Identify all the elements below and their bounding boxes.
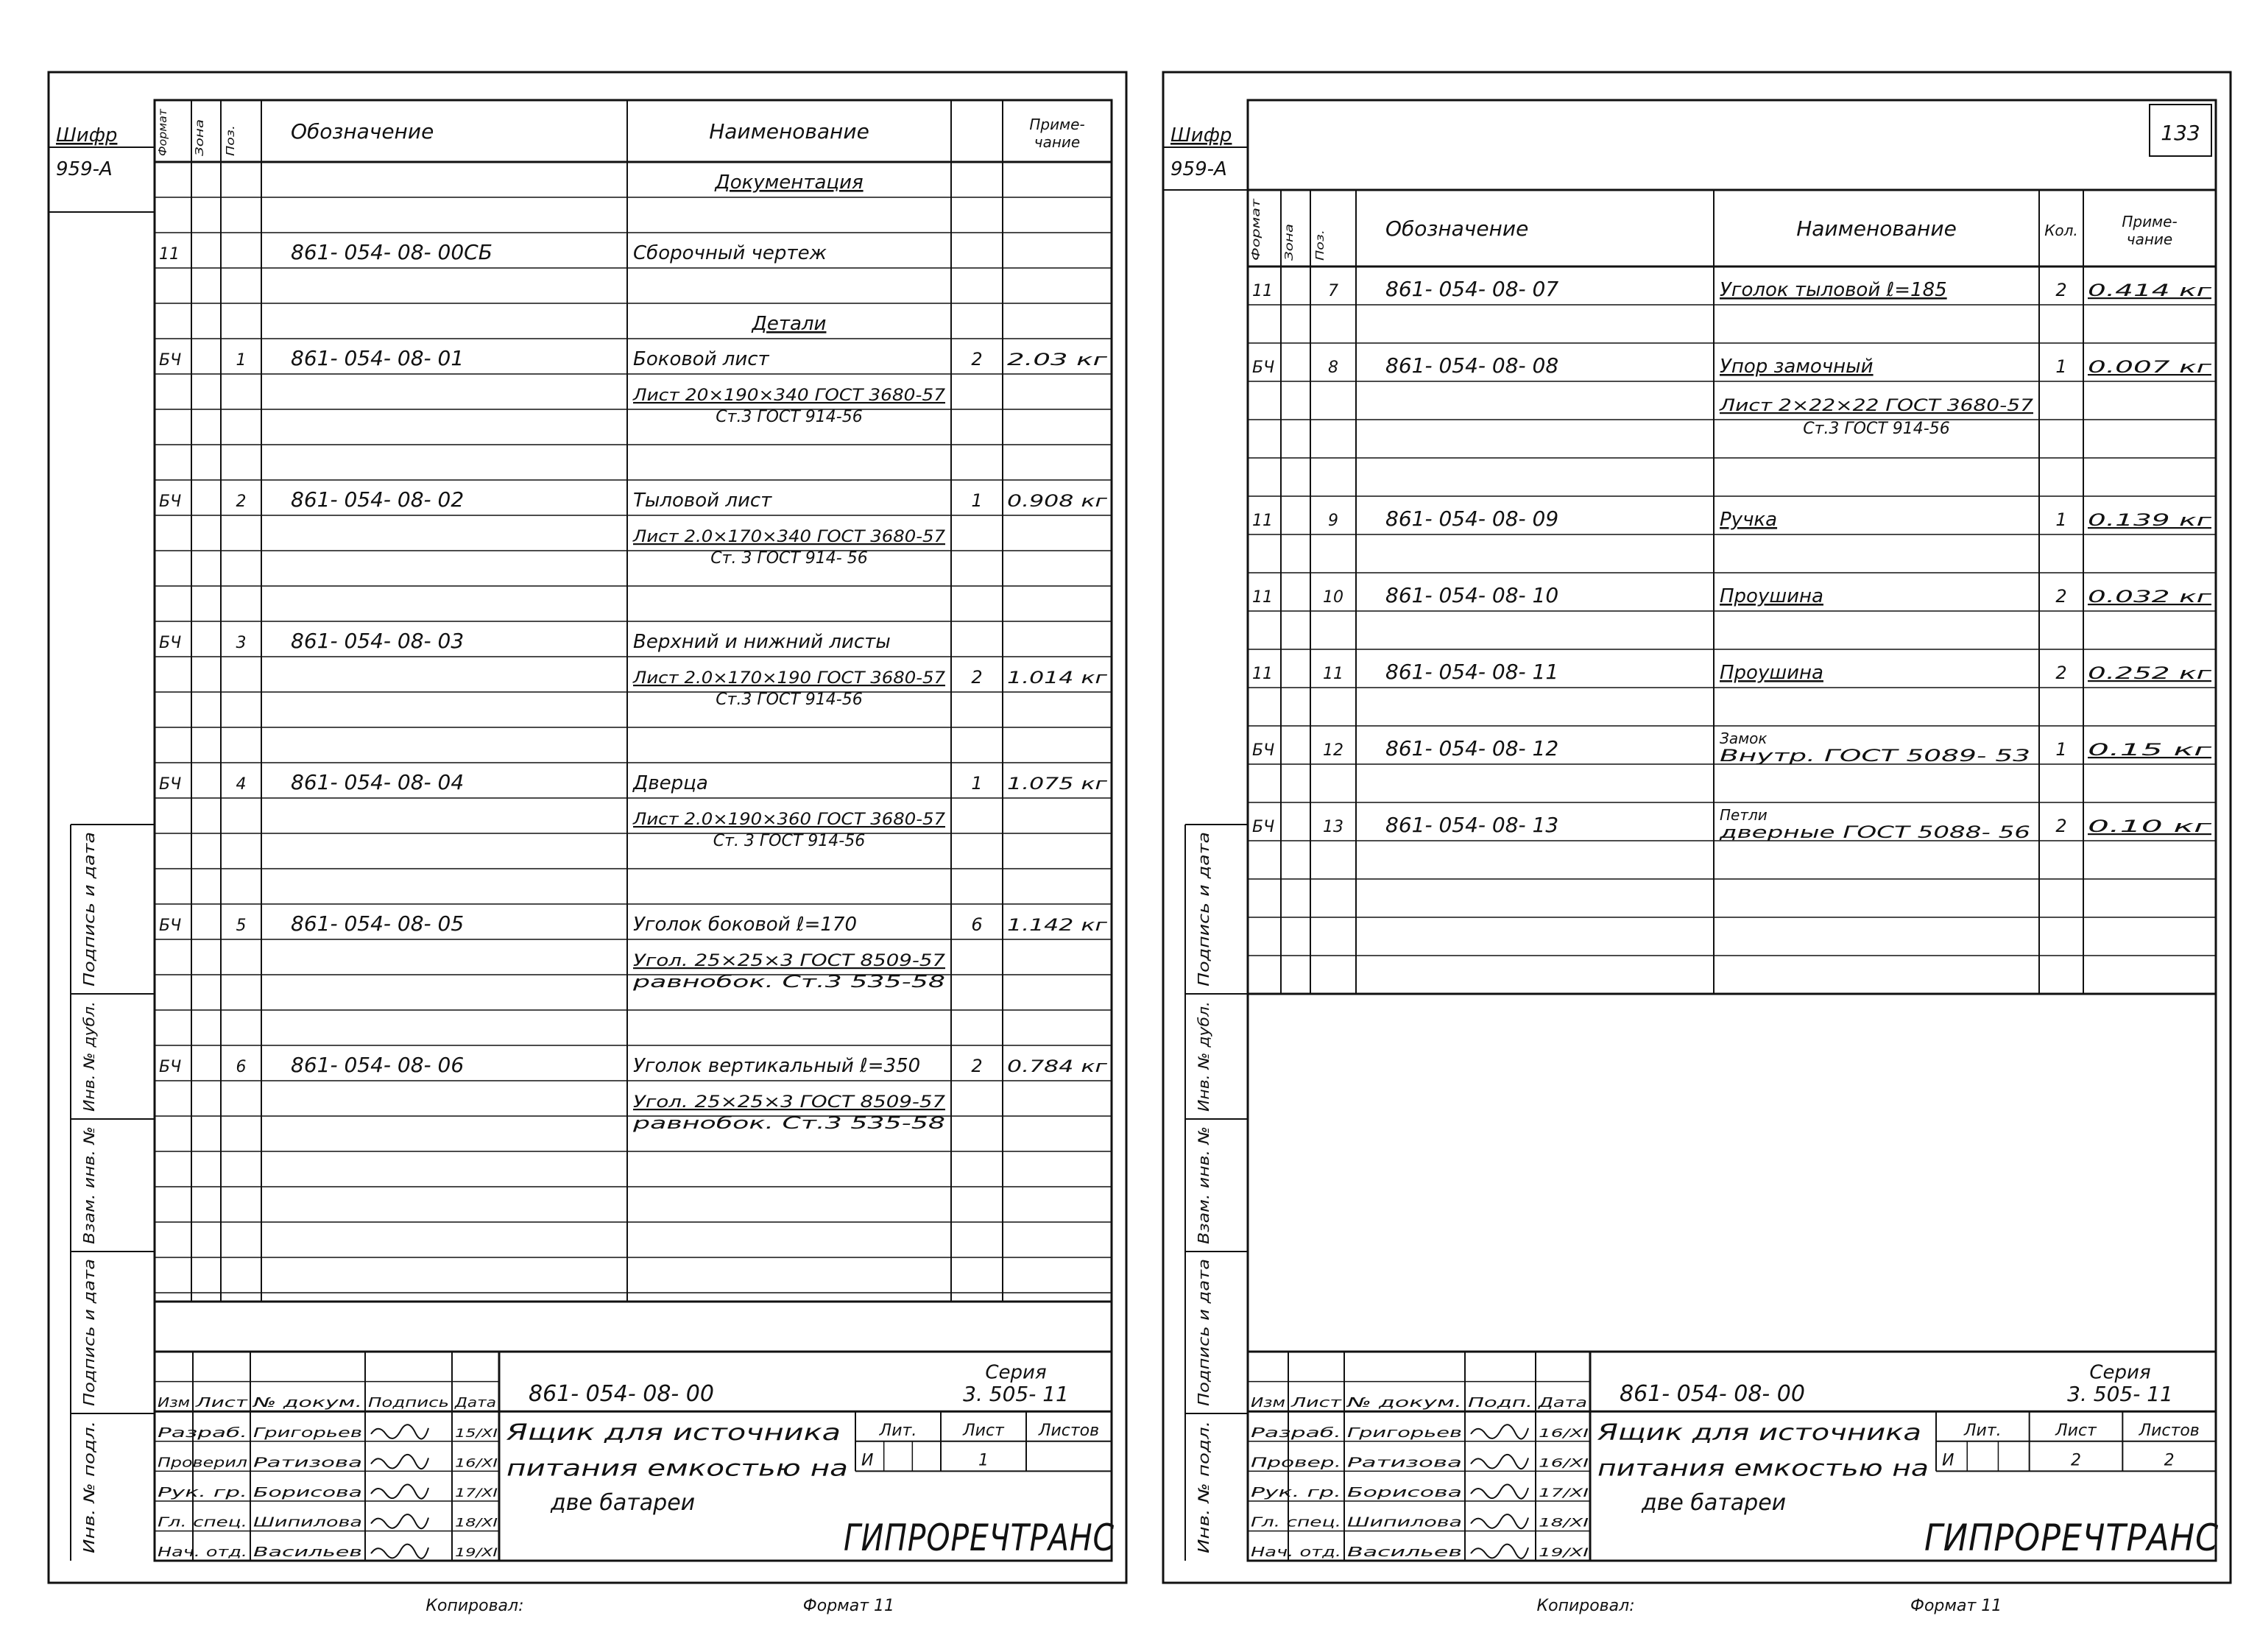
right-signature-mark xyxy=(1471,1425,1528,1439)
left-row-name: Угол. 25×25×3 ГОСТ 8509-57 xyxy=(633,952,945,970)
left-row-name: Лист 2.0×170×340 ГОСТ 3680-57 xyxy=(632,528,945,546)
right-person-name: Шипилова xyxy=(1347,1514,1462,1531)
left-inner-frame xyxy=(155,100,1112,1561)
right-person-role: Нач. отд. xyxy=(1251,1545,1341,1561)
left-row-name: Документация xyxy=(715,172,864,194)
right-row-format: БЧ xyxy=(1252,818,1275,836)
left-titleblock-header: Лист xyxy=(194,1395,248,1411)
right-title-line-3: две батареи xyxy=(1642,1490,1787,1516)
right-header-note-2: чание xyxy=(2126,230,2173,248)
right-side-label: Подпись и дата xyxy=(1195,1284,1212,1406)
left-row-designation: 861- 054- 08- 00СБ xyxy=(291,240,492,264)
right-header-zone: Зона xyxy=(1282,233,1296,261)
left-header-note: Приме- xyxy=(1029,116,1085,133)
right-title-line-2: питания емкостью на xyxy=(1597,1455,1929,1482)
right-person-name: Григорьев xyxy=(1347,1425,1462,1441)
left-drawing-code: 861- 054- 08- 00 xyxy=(529,1381,714,1408)
right-row-format: 11 xyxy=(1252,512,1273,530)
right-row-quantity: 2 xyxy=(2055,280,2067,300)
left-header-format: Формат xyxy=(156,111,169,156)
left-row-name: Боковой лист xyxy=(633,348,769,370)
right-header-format: Формат xyxy=(1249,216,1263,261)
right-row-position: 12 xyxy=(1323,741,1343,760)
left-header-designation: Обозначение xyxy=(291,119,434,144)
left-row-name: Ст. 3 ГОСТ 914- 56 xyxy=(710,548,868,568)
right-person-date: 18/XI xyxy=(1539,1515,1589,1530)
right-side-label: Взам. инв. № xyxy=(1195,1144,1212,1244)
right-row-name: Ст.3 ГОСТ 914-56 xyxy=(1803,420,1950,439)
right-header-designation: Обозначение xyxy=(1385,216,1529,241)
right-row-designation: 861- 054- 08- 11 xyxy=(1385,660,1559,684)
left-row-quantity: 2 xyxy=(971,667,983,688)
left-titleblock-header: Изм xyxy=(158,1395,190,1411)
left-person-date: 17/XI xyxy=(455,1486,498,1500)
right-organization: ГИПРОРЕЧТРАНС xyxy=(1924,1517,2219,1559)
left-row-designation: 861- 054- 08- 04 xyxy=(291,770,465,794)
right-row-designation: 861- 054- 08- 09 xyxy=(1385,506,1559,531)
left-organization: ГИПРОРЕЧТРАНС xyxy=(844,1517,1115,1559)
left-titleblock-header: № докум. xyxy=(252,1395,362,1411)
right-row-note: 0.252 кг xyxy=(2088,665,2212,683)
left-row-designation: 861- 054- 08- 05 xyxy=(291,911,465,936)
left-row-designation: 861- 054- 08- 01 xyxy=(291,346,465,370)
left-row-position: 1 xyxy=(236,351,247,370)
right-signature-mark xyxy=(1471,1455,1528,1469)
left-signature-mark xyxy=(371,1425,428,1439)
right-row-note: 0.007 кг xyxy=(2088,359,2212,377)
left-copied-label: Копировал: xyxy=(425,1597,524,1615)
right-side-label: Инв. № подл. xyxy=(1195,1452,1212,1553)
left-header-pos: Поз. xyxy=(224,131,237,156)
left-row-quantity: 2 xyxy=(971,1056,983,1076)
right-title-line-1: Ящик для источника xyxy=(1596,1419,1921,1446)
left-row-name: Верхний и нижний листы xyxy=(633,631,891,653)
left-header-name: Наименование xyxy=(709,119,869,144)
left-outer-frame xyxy=(49,72,1126,1583)
left-row-quantity: 1 xyxy=(971,773,983,794)
right-person-name: Ратизова xyxy=(1347,1455,1462,1471)
right-header-name: Наименование xyxy=(1796,216,1957,241)
left-row-format: 11 xyxy=(159,245,180,264)
left-sheet-label: Лист xyxy=(963,1421,1004,1440)
left-person-name: Васильев xyxy=(253,1545,362,1561)
left-row-position: 5 xyxy=(236,917,247,935)
right-page-number: 133 xyxy=(2161,121,2200,145)
left-signature-mark xyxy=(371,1514,428,1528)
right-person-role: Гл. спец. xyxy=(1251,1514,1341,1531)
right-row-quantity: 1 xyxy=(2055,509,2067,530)
left-row-format: БЧ xyxy=(159,917,182,935)
left-row-note: 1.014 кг xyxy=(1007,669,1108,688)
right-signature-mark xyxy=(1471,1514,1528,1528)
left-person-name: Шипилова xyxy=(253,1514,362,1531)
left-row-name: Дверца xyxy=(633,772,708,794)
left-row-position: 3 xyxy=(236,634,247,652)
right-side-label: Подпись и дата xyxy=(1195,864,1212,986)
left-row-quantity: 6 xyxy=(971,914,983,935)
right-row-quantity: 2 xyxy=(2055,586,2067,607)
right-header-note: Приме- xyxy=(2122,213,2178,230)
left-person-role: Разраб. xyxy=(158,1425,247,1441)
left-row-name: Ст. 3 ГОСТ 914-56 xyxy=(713,831,866,850)
right-person-role: Провер. xyxy=(1251,1455,1341,1471)
right-row-position: 7 xyxy=(1328,282,1338,300)
left-row-name: Уголок вертикальный ℓ=350 xyxy=(633,1055,921,1077)
right-sheets-label: Листов xyxy=(2139,1421,2200,1440)
left-person-role: Нач. отд. xyxy=(158,1545,247,1561)
right-titleblock-header: Изм xyxy=(1251,1395,1285,1411)
left-side-label: Подпись и дата xyxy=(80,864,98,986)
right-row-position: 13 xyxy=(1323,818,1343,836)
right-row-format: 11 xyxy=(1252,282,1273,300)
left-row-name: Ст.3 ГОСТ 914-56 xyxy=(716,407,863,426)
left-row-note: 1.142 кг xyxy=(1007,917,1108,935)
left-signature-mark xyxy=(371,1484,428,1498)
left-row-note: 2.03 кг xyxy=(1007,351,1108,370)
left-side-label: Инв. № подл. xyxy=(80,1452,98,1553)
left-row-format: БЧ xyxy=(159,493,182,511)
left-title-line-1: Ящик для источника xyxy=(505,1419,841,1446)
right-drawing-code: 861- 054- 08- 00 xyxy=(1620,1381,1805,1408)
right-row-name: Проушина xyxy=(1720,662,1823,684)
left-cipher-label: Шифр xyxy=(56,124,118,147)
left-side-label: Подпись и дата xyxy=(80,1284,98,1406)
left-person-role: Рук. гр. xyxy=(158,1485,247,1500)
right-row-designation: 861- 054- 08- 08 xyxy=(1385,353,1559,378)
right-row-note: 0.10 кг xyxy=(2088,818,2212,836)
right-header-qty: Кол. xyxy=(2044,222,2078,239)
left-row-name: Лист 20×190×340 ГОСТ 3680-57 xyxy=(632,386,945,405)
left-titleblock-header: Дата xyxy=(453,1395,496,1411)
right-row-quantity: 2 xyxy=(2055,816,2067,836)
right-series-value: 3. 505- 11 xyxy=(2067,1382,2173,1407)
right-row-format: БЧ xyxy=(1252,359,1275,377)
right-row-note: 0.139 кг xyxy=(2088,512,2212,530)
right-row-designation: 861- 054- 08- 07 xyxy=(1385,277,1559,301)
right-lit-label: Лит. xyxy=(1964,1421,2002,1440)
left-person-role: Гл. спец. xyxy=(158,1514,247,1531)
left-side-label: Инв. № дубл. xyxy=(80,1011,98,1112)
right-series-label: Серия xyxy=(2089,1361,2151,1384)
right-titleblock-header: Подп. xyxy=(1468,1395,1533,1411)
right-cipher-label: Шифр xyxy=(1170,124,1232,147)
left-sheet-value: 1 xyxy=(978,1451,989,1470)
left-row-format: БЧ xyxy=(159,1058,182,1076)
left-row-name: Сборочный чертеж xyxy=(633,242,827,264)
right-row-quantity: 1 xyxy=(2055,356,2067,377)
left-row-name: Лист 2.0×190×360 ГОСТ 3680-57 xyxy=(632,811,945,829)
right-side-label: Инв. № дубл. xyxy=(1195,1011,1212,1112)
left-row-note: 1.075 кг xyxy=(1007,775,1108,794)
left-signature-mark xyxy=(371,1545,428,1559)
left-person-date: 16/XI xyxy=(455,1455,498,1470)
left-row-name: Угол. 25×25×3 ГОСТ 8509-57 xyxy=(633,1093,945,1112)
right-sheet-label: Лист xyxy=(2055,1421,2097,1440)
right-row-format: 11 xyxy=(1252,665,1273,683)
right-row-name: Замок xyxy=(1720,730,1768,747)
left-row-designation: 861- 054- 08- 03 xyxy=(291,629,465,653)
left-row-designation: 861- 054- 08- 02 xyxy=(291,487,465,512)
left-row-name: равнобок. Ст.3 535-58 xyxy=(632,1114,945,1133)
right-row-designation: 861- 054- 08- 10 xyxy=(1385,583,1559,607)
right-row-position: 10 xyxy=(1323,588,1343,607)
left-series-value: 3. 505- 11 xyxy=(963,1382,1069,1407)
right-sheet-value: 2 xyxy=(2071,1451,2081,1470)
left-title-line-3: две батареи xyxy=(551,1490,696,1516)
right-titleblock-header: Лист xyxy=(1290,1395,1342,1411)
left-row-name: Лист 2.0×170×190 ГОСТ 3680-57 xyxy=(632,669,945,688)
right-lit-value: И xyxy=(1942,1451,1954,1470)
left-row-format: БЧ xyxy=(159,634,182,652)
left-row-designation: 861- 054- 08- 06 xyxy=(291,1053,465,1077)
right-row-note: 0.032 кг xyxy=(2088,588,2212,607)
left-person-name: Григорьев xyxy=(253,1425,362,1441)
left-sheets-label: Листов xyxy=(1038,1421,1100,1440)
right-row-designation: 861- 054- 08- 13 xyxy=(1385,813,1559,837)
left-row-format: БЧ xyxy=(159,775,182,794)
left-row-position: 2 xyxy=(236,493,247,511)
left-row-note: 0.908 кг xyxy=(1007,493,1108,511)
left-lit-value: И xyxy=(861,1451,874,1470)
right-row-name: Проушина xyxy=(1720,585,1823,607)
left-row-quantity: 1 xyxy=(971,490,983,511)
left-series-label: Серия xyxy=(985,1361,1047,1384)
left-row-position: 6 xyxy=(236,1058,247,1076)
left-row-note: 0.784 кг xyxy=(1007,1058,1108,1076)
right-sheets-value: 2 xyxy=(2164,1451,2175,1470)
left-row-name: Уголок боковой ℓ=170 xyxy=(633,914,858,936)
right-header-pos: Поз. xyxy=(1313,236,1327,261)
left-person-date: 18/XI xyxy=(455,1515,498,1530)
right-row-format: 11 xyxy=(1252,588,1273,607)
right-row-name: Уголок тыловой ℓ=185 xyxy=(1720,279,1947,301)
right-titleblock-header: Дата xyxy=(1537,1395,1587,1411)
right-person-date: 16/XI xyxy=(1539,1425,1589,1440)
right-signature-mark xyxy=(1471,1545,1528,1559)
left-header-note-2: чание xyxy=(1034,133,1081,151)
left-row-name: Ст.3 ГОСТ 914-56 xyxy=(716,690,863,709)
left-format-label: Формат 11 xyxy=(802,1597,895,1615)
left-row-quantity: 2 xyxy=(971,349,983,370)
right-person-role: Рук. гр. xyxy=(1251,1485,1341,1500)
right-row-note: 0.414 кг xyxy=(2088,282,2212,300)
right-person-role: Разраб. xyxy=(1251,1425,1341,1441)
right-row-quantity: 1 xyxy=(2055,739,2067,760)
right-person-date: 19/XI xyxy=(1539,1545,1589,1560)
right-row-position: 9 xyxy=(1328,512,1338,530)
left-row-name: Детали xyxy=(752,313,827,335)
right-row-name: Упор замочный xyxy=(1720,356,1874,378)
right-row-note: 0.15 кг xyxy=(2088,741,2212,760)
right-row-name: Петли xyxy=(1720,806,1768,824)
right-person-date: 16/XI xyxy=(1539,1455,1589,1470)
right-row-name: Ручка xyxy=(1720,509,1778,531)
left-cipher-value: 959-А xyxy=(56,158,113,180)
right-signature-mark xyxy=(1471,1484,1528,1498)
left-person-date: 19/XI xyxy=(455,1545,498,1560)
left-lit-label: Лит. xyxy=(879,1421,917,1440)
right-row-name-2: дверные ГОСТ 5088- 56 xyxy=(1718,824,2030,842)
right-row-position: 11 xyxy=(1323,665,1343,683)
left-header-zone: Зона xyxy=(193,128,206,156)
right-row-quantity: 2 xyxy=(2055,663,2067,683)
right-row-position: 8 xyxy=(1328,359,1338,377)
right-copied-label: Копировал: xyxy=(1536,1597,1635,1615)
right-person-date: 17/XI xyxy=(1539,1486,1589,1500)
left-person-date: 15/XI xyxy=(455,1425,498,1440)
right-person-name: Борисова xyxy=(1347,1485,1462,1500)
left-person-name: Ратизова xyxy=(253,1455,362,1471)
right-row-name: Лист 2×22×22 ГОСТ 3680-57 xyxy=(1718,397,2033,415)
left-signature-mark xyxy=(371,1455,428,1469)
left-person-name: Борисова xyxy=(253,1485,362,1500)
right-row-format: БЧ xyxy=(1252,741,1275,760)
left-title-line-2: питания емкостью на xyxy=(506,1455,848,1482)
left-side-label: Взам. инв. № xyxy=(80,1144,98,1244)
left-titleblock-header: Подпись xyxy=(368,1395,449,1411)
right-cipher-value: 959-А xyxy=(1170,158,1227,180)
left-row-format: БЧ xyxy=(159,351,182,370)
right-person-name: Васильев xyxy=(1347,1545,1462,1561)
right-format-label: Формат 11 xyxy=(1910,1597,2002,1615)
left-row-position: 4 xyxy=(236,775,247,794)
right-titleblock-header: № докум. xyxy=(1346,1395,1462,1411)
left-row-name: равнобок. Ст.3 535-58 xyxy=(632,973,945,992)
right-row-name-2: Внутр. ГОСТ 5089- 53 xyxy=(1720,747,2030,766)
left-row-name: Тыловой лист xyxy=(633,490,772,512)
right-row-designation: 861- 054- 08- 12 xyxy=(1385,736,1559,760)
left-person-role: Проверил xyxy=(158,1455,247,1471)
